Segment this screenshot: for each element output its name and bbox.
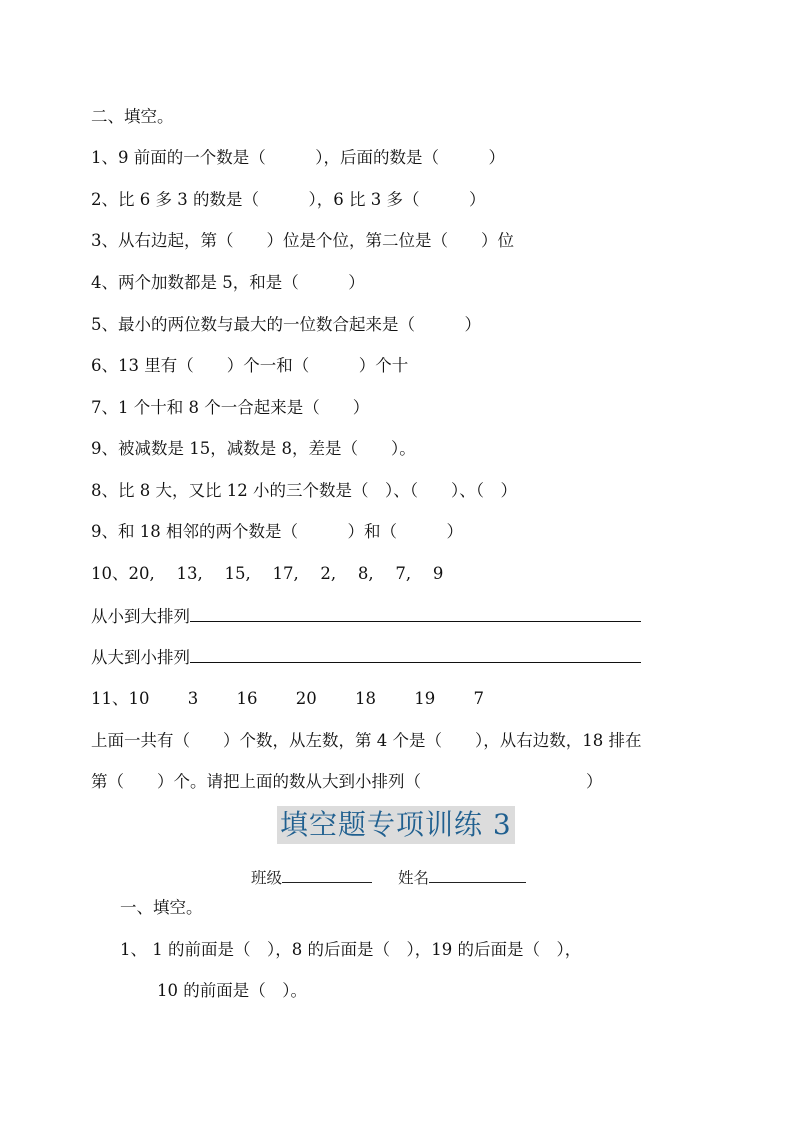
- class-field: [251, 866, 372, 889]
- section2-heading: 二、填空。: [91, 107, 174, 126]
- worksheet-title: 填空题专项训练 3: [277, 806, 515, 844]
- question-11-line1: 上面一共有（ ）个数，从左数，第 4 个是（ ），从右边数，18 排在: [91, 731, 642, 750]
- name-blank: [429, 866, 526, 883]
- question-9a: 9、被减数是 15，减数是 8，差是（ ）。: [91, 439, 416, 458]
- question-3: 3、从右边起，第（ ）位是个位，第二位是（ ）位: [91, 231, 514, 250]
- name-field: [398, 866, 526, 889]
- section1-question-1-line1: 1、 1 的前面是（ ），8 的后面是（ ），19 的后面是（ ），: [120, 940, 582, 959]
- descending-answer-line: [190, 646, 641, 663]
- section1-question-1-line2: 10 的前面是（ ）。: [157, 981, 307, 1000]
- question-7: 7、1 个十和 8 个一合起来是（ ）: [91, 398, 370, 417]
- ascending-label: 从小到大排列: [91, 607, 190, 626]
- question-10: 10、20, 13, 15, 17, 2, 8, 7, 9: [91, 564, 444, 583]
- ascending-row: [91, 605, 641, 628]
- name-label: 姓名: [398, 869, 430, 887]
- question-9b: 9、和 18 相邻的两个数是（ ）和（ ）: [91, 522, 463, 541]
- class-blank: [282, 866, 372, 883]
- question-6: 6、13 里有（ ）个一和（ ）个十: [91, 356, 409, 375]
- question-8: 8、比 8 大，又比 12 小的三个数是（ ）、（ ）、（ ）: [91, 481, 517, 500]
- question-11: 11、10 3 16 20 18 19 7: [91, 689, 484, 708]
- question-4: 4、两个加数都是 5，和是（ ）: [91, 273, 365, 292]
- question-5: 5、最小的两位数与最大的一位数合起来是（ ）: [91, 315, 481, 334]
- descending-label: 从大到小排列: [91, 648, 190, 667]
- question-1: 1、9 前面的一个数是（ ），后面的数是（ ）: [91, 148, 505, 167]
- descending-row: [91, 646, 641, 669]
- question-11-line2: 第（ ）个。请把上面的数从大到小排列（ ）: [91, 772, 603, 791]
- question-2: 2、比 6 多 3 的数是（ ），6 比 3 多（ ）: [91, 190, 486, 209]
- section1-heading: 一、填空。: [120, 898, 203, 917]
- ascending-answer-line: [190, 605, 641, 622]
- class-label: 班级: [251, 869, 283, 887]
